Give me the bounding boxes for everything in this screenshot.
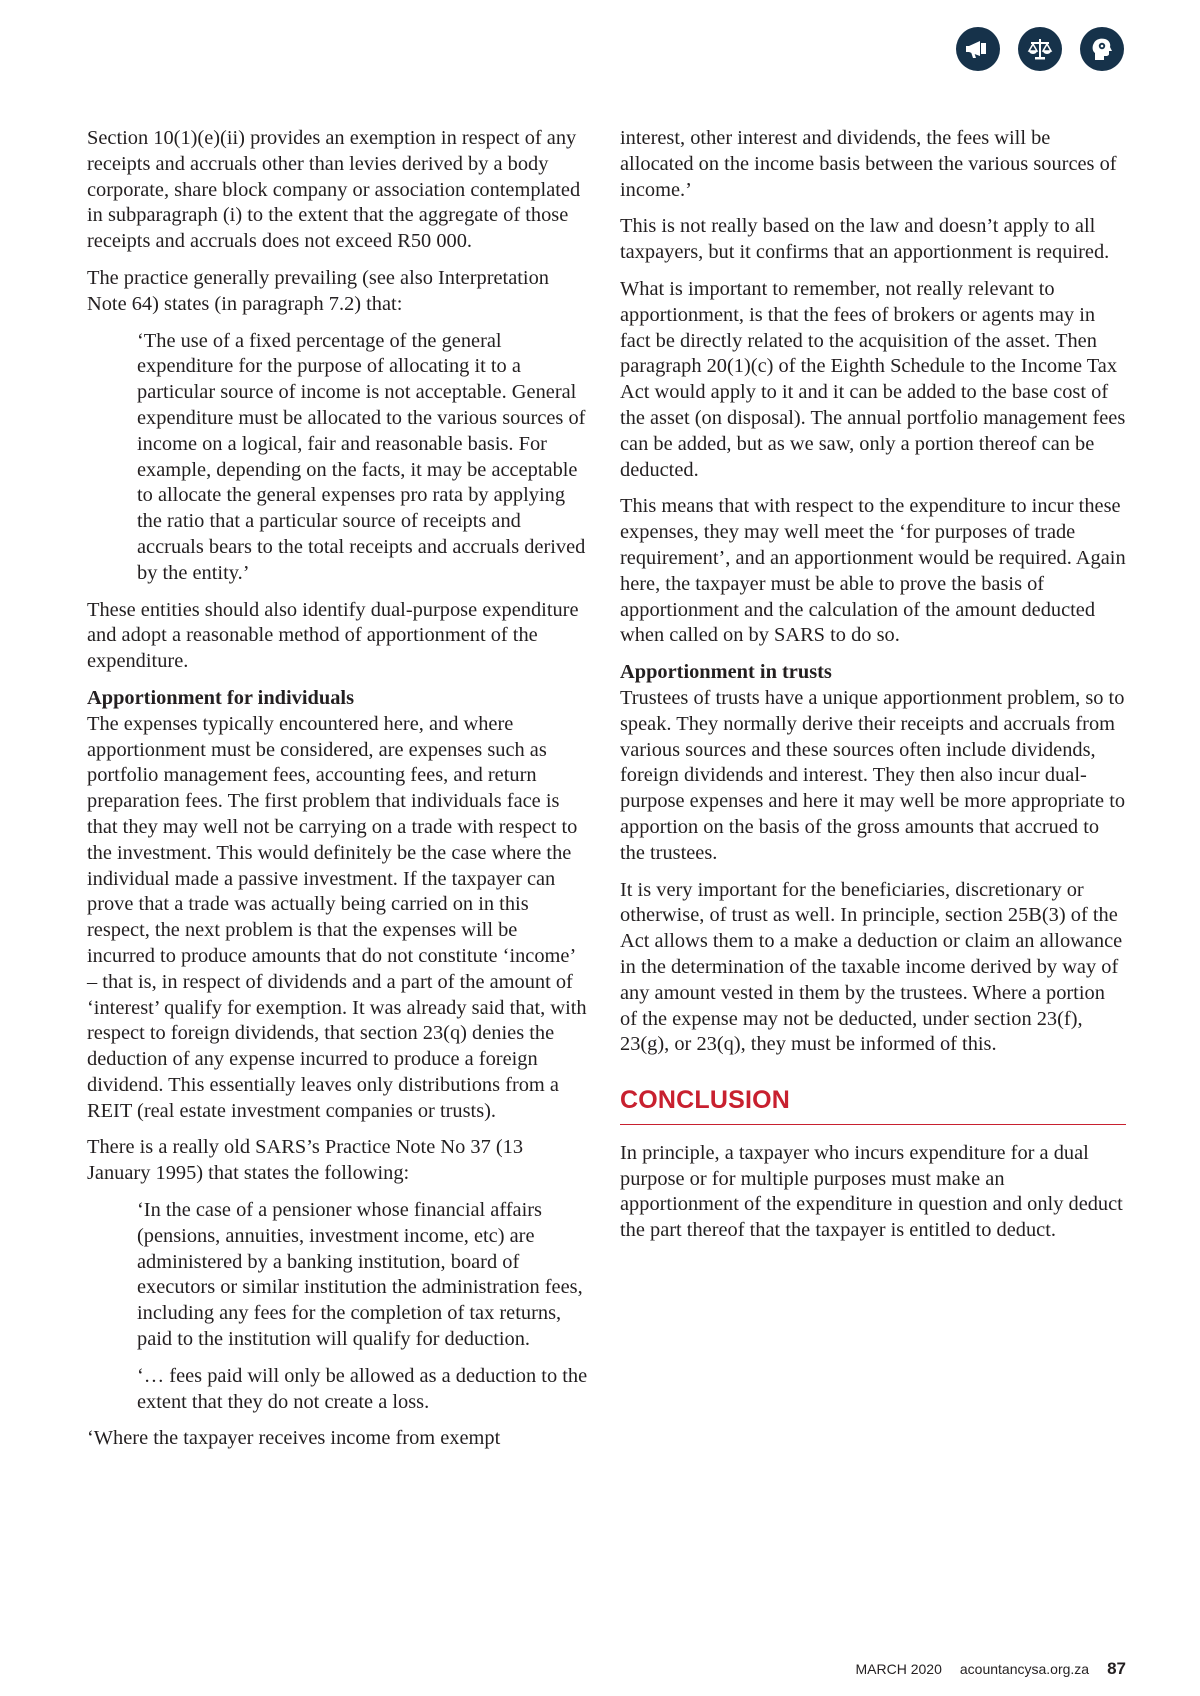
block-quote: ‘… fees paid will only be allowed as a deduction to the extent that they do not create a loss. xyxy=(137,1364,588,1413)
block-quote: ‘The use of a fixed percentage of the general expenditure for the purpose of allocating it to a particular source of income is not acceptable. General expenditure must be allocated to the various sources of income on a logical, fair and reasonable basis. For example, depending on the facts, it may be acceptable to allocate the general expenses pro rata by applying the ratio that a particular source of receipts and accruals bears to the total receipts and accruals derived by the entity.’ xyxy=(137,329,586,584)
page-footer xyxy=(856,1659,1127,1679)
left-column xyxy=(87,126,590,1463)
head-profile-icon xyxy=(1080,27,1124,71)
conclusion-paragraph: In principle, a taxpayer who incurs expenditure for a dual purpose or for multiple purposes must make an apportionment of the expenditure in question and only deduct the part thereof that the taxpayer is entitled to deduct. xyxy=(620,1141,1123,1242)
block-quote: ‘In the case of a pensioner whose financial affairs (pensions, annuities, investment income, etc) are administered by a banking institution, board of executors or similar institution the administration fees, including any fees for the completion of tax returns, paid to the institution will qualify for deduction. xyxy=(137,1199,583,1351)
paragraph: There is a really old SARS’s Practice Note No 37 (13 January 1995) that states the following: xyxy=(87,1136,524,1185)
paragraph: This means that with respect to the expenditure to incur these expenses, they may well meet the ‘for purposes of trade requirement’, and an apportionment would be required. Again here, the taxpayer must be able to prove the basis of apportionment and the calculation of the amount deducted when called on by SARS to do so. xyxy=(620,495,1126,647)
paragraph: ‘Where the taxpayer receives income from exempt xyxy=(87,1427,501,1450)
footer-month: MARCH 2020 xyxy=(855,1661,942,1677)
paragraph: These entities should also identify dual-purpose expenditure and adopt a reasonable method of apportionment of the expenditure. xyxy=(87,598,579,673)
section-heading-individuals: Apportionment for individuals xyxy=(87,686,355,709)
paragraph: interest, other interest and dividends, the fees will be allocated on the income basis between the various sources of income.’ xyxy=(620,127,1117,201)
paragraph: This is not really based on the law and doesn’t apply to all taxpayers, but it confirms that an apportionment is required. xyxy=(620,215,1110,264)
scales-icon xyxy=(1018,27,1062,71)
megaphone-icon xyxy=(956,27,1000,71)
paragraph: The practice generally prevailing (see also Interpretation Note 64) states (in paragraph 7.2) that: xyxy=(87,266,549,315)
conclusion-heading: CONCLUSION xyxy=(620,1088,1126,1125)
right-column xyxy=(620,126,1126,1255)
section-heading-trusts: Apportionment in trusts xyxy=(620,661,832,684)
page-number: 87 xyxy=(1107,1659,1126,1678)
footer-website: acountancysa.org.za xyxy=(959,1661,1090,1677)
paragraph: The expenses typically encountered here, and where apportionment must be considered, are expenses such as portfolio management fees, accounting fees, and return preparation fees. The first problem that individuals face is that they may well not be carrying on a trade with respect to the investment. This would definitely be the case where the individual made a passive investment. If the taxpayer can prove that a trade was actually being carried on in this respect, the next problem is that the expenses will be incurred to produce amounts that do not constitute ‘income’ – that is, in respect of dividends and a part of the amount of ‘interest’ qualify for exemption. It was already said that, with respect to foreign dividends, that section 23(q) denies the deduction of any expense incurred to produce a foreign dividend. This essentially leaves only distributions from a REIT (real estate investment companies or trusts). xyxy=(87,712,587,1122)
paragraph: Trustees of trusts have a unique apportionment problem, so to speak. They normally derive their receipts and accruals from various sources and these sources often include dividends, foreign dividends and interest. They then also incur dual-purpose expenses and here it may well be more appropriate to apportion on the basis of the gross amounts that accrued to the trustees. xyxy=(620,686,1126,864)
paragraph: What is important to remember, not really relevant to apportionment, is that the fees of brokers or agents may in fact be directly related to the acquisition of the asset. Then paragraph 20(1)(c) of the Eighth Schedule to the Income Tax Act would apply to it and it can be added to the base cost of the asset (on disposal). The annual portfolio management fees can be added, but as we saw, only a portion thereof can be deducted. xyxy=(620,277,1126,481)
paragraph: Section 10(1)(e)(ii) provides an exemption in respect of any receipts and accruals other than levies derived by a body corporate, share block company or association contemplated in subparagraph (i) to the extent that the aggregate of those receipts and accruals does not exceed R50 000. xyxy=(87,127,581,253)
paragraph: It is very important for the beneficiaries, discretionary or otherwise, of trust as well. In principle, section 25B(3) of the Act allows them to a make a deduction or claim an allowance in the determination of the taxable income derived by way of any amount vested in them by the trustees. Where a portion of the expense may not be deducted, under section 23(f), 23(g), or 23(q), they must be informed of this. xyxy=(620,878,1123,1056)
header-icons xyxy=(956,27,1124,71)
